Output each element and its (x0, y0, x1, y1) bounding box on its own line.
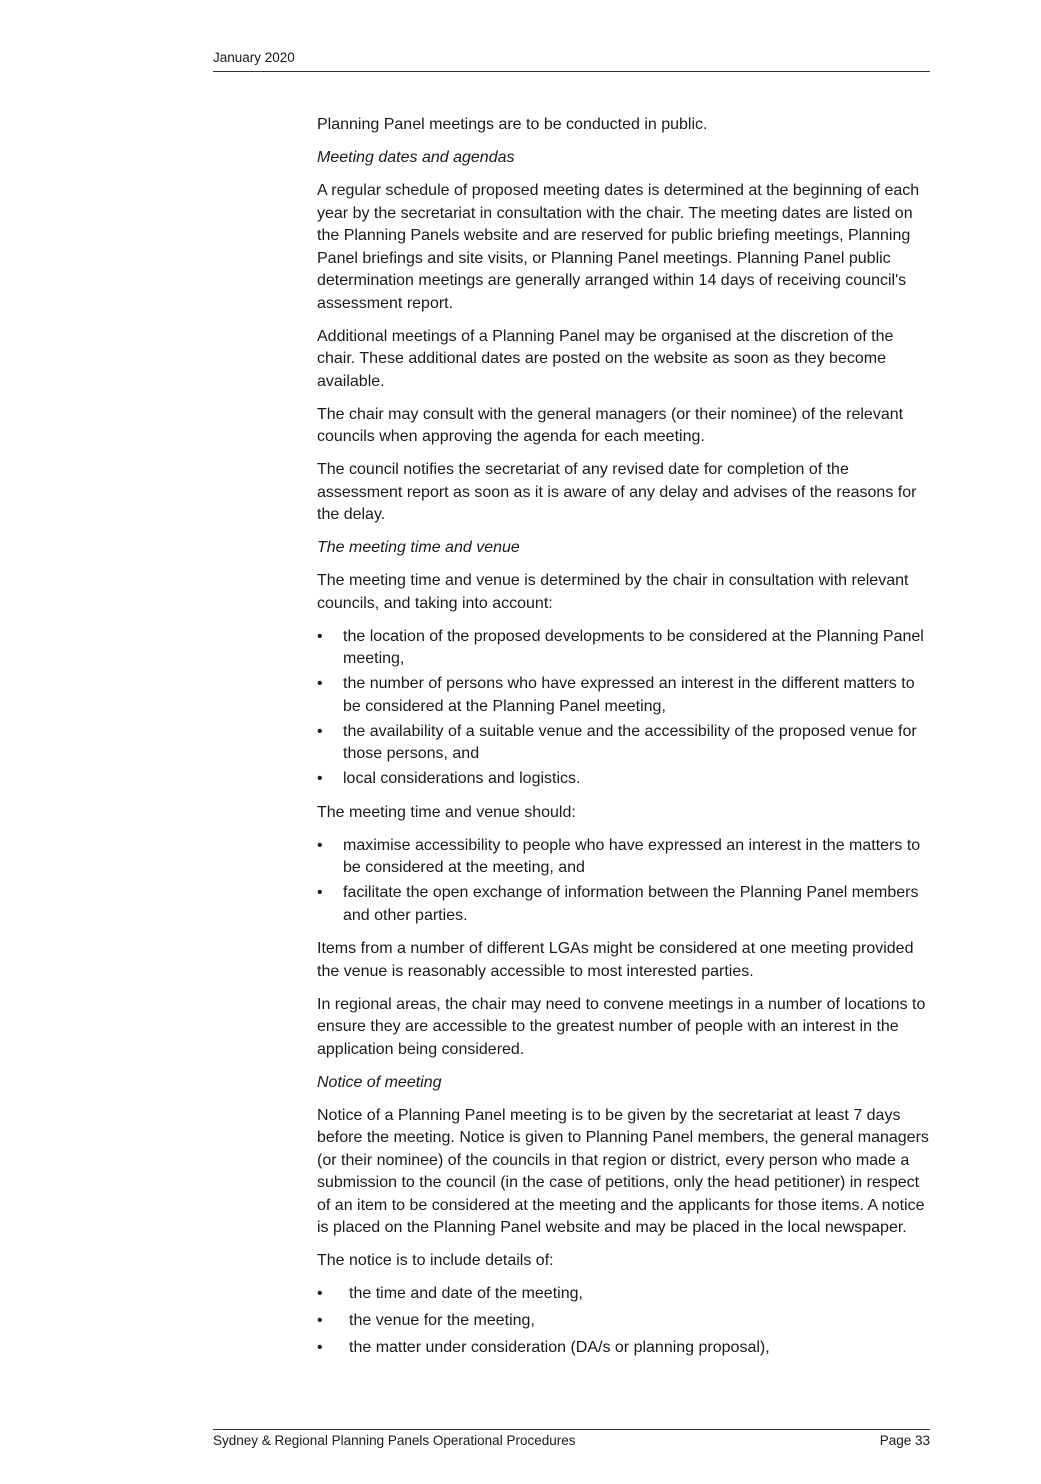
paragraph-lgas: Items from a number of different LGAs might be considered at one meeting provided the venue is reasonably accessible to most interested parties. (317, 940, 914, 980)
footer-page-number: Page 33 (879, 1433, 930, 1448)
paragraph-venue-should: The meeting time and venue should: (317, 803, 576, 821)
subheading-meeting-dates: Meeting dates and agendas (317, 149, 515, 166)
list-item: • local considerations and logistics. (317, 768, 929, 791)
list-item: • maximise accessibility to people who have expressed an interest in the matters to be considered at the meeting, and (317, 835, 929, 880)
list-item: • the location of the proposed developments to be considered at the Planning Panel meeting, (317, 626, 929, 671)
page-footer (213, 1429, 930, 1448)
paragraph-notice: Notice of a Planning Panel meeting is to be given by the secretariat at least 7 days before the meeting. Notice is given to Planning Panel members, the general managers (or their nominee) of the councils in that region or district, every person who made a submission to the council (in the case of petitions, only the head petitioner) in respect of an item to be considered at the meeting and the applicants for those items. A notice is placed on the Planning Panel website and may be placed in the local newspaper. (317, 1106, 929, 1236)
list-item: • the availability of a suitable venue and the accessibility of the proposed venue for those persons, and (317, 721, 929, 766)
list-item: • facilitate the open exchange of information between the Planning Panel members and other parties. (317, 882, 929, 927)
list-item: • the time and date of the meeting, (317, 1283, 929, 1306)
paragraph-public-meetings: Planning Panel meetings are to be conducted in public. (317, 116, 708, 133)
notice-details-list (317, 1283, 929, 1360)
paragraph-venue-determined: The meeting time and venue is determined by the chair in consultation with relevant councils, and taking into account: (317, 572, 909, 612)
paragraph-schedule: A regular schedule of proposed meeting dates is determined at the beginning of each year by the secretariat in consultation with the chair. The meeting dates are listed on the Planning Panels website and are reserved for public briefing meetings, Planning Panel briefings and site visits, or Planning Panel meetings. Planning Panel public determination meetings are generally arranged within 14 days of receiving council's assessment report. (317, 182, 920, 312)
venue-factors-list (317, 626, 929, 791)
paragraph-additional-meetings: Additional meetings of a Planning Panel may be organised at the discretion of the chair. These additional dates are posted on the website as soon as they become available. (317, 327, 894, 390)
paragraph-chair-consult: The chair may consult with the general managers (or their nominee) of the relevant councils when approving the agenda for each meeting. (317, 405, 904, 445)
paragraph-council-notifies: The council notifies the secretariat of any revised date for completion of the assessment report as soon as it is aware of any delay and advises of the reasons for the delay. (317, 461, 917, 523)
page-header (213, 50, 930, 72)
list-item: • the venue for the meeting, (317, 1310, 929, 1333)
subheading-time-venue: The meeting time and venue (317, 539, 520, 556)
paragraph-notice-include: The notice is to include details of: (317, 1252, 554, 1269)
list-item: • the number of persons who have expressed an interest in the different matters to be considered at the Planning Panel meeting, (317, 673, 929, 718)
footer-document-title: Sydney & Regional Planning Panels Operational Procedures (213, 1433, 576, 1448)
header-date: January 2020 (213, 50, 295, 65)
venue-should-list (317, 835, 929, 928)
document-body (317, 114, 929, 1371)
list-item: • the matter under consideration (DA/s or planning proposal), (317, 1337, 929, 1360)
paragraph-regional-areas: In regional areas, the chair may need to convene meetings in a number of locations to ensure they are accessible to the greatest number of people with an interest in the application being considered. (317, 995, 926, 1058)
subheading-notice: Notice of meeting (317, 1073, 442, 1091)
